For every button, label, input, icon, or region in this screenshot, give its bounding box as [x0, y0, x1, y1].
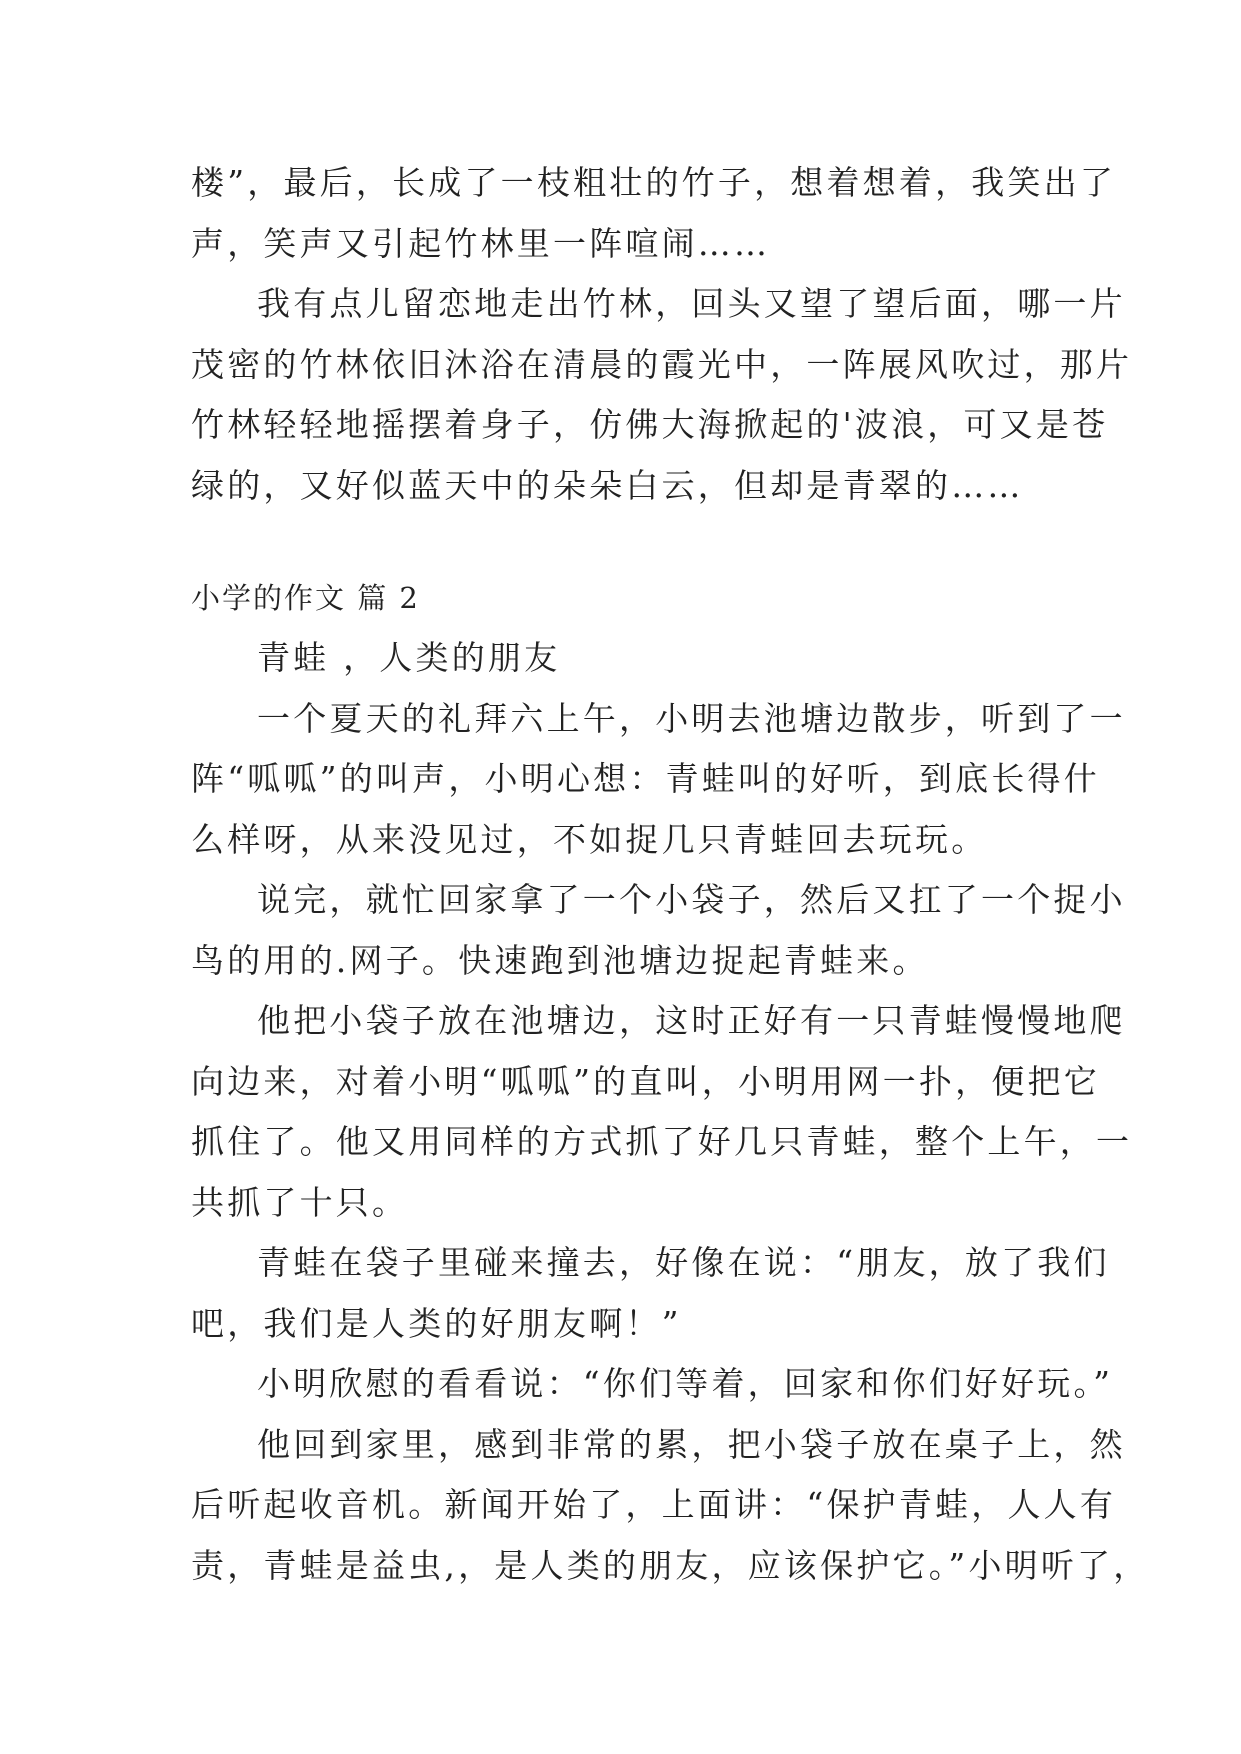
paragraph-line: 向边来，对着小明“呱呱”的直叫，小明用网一扑，便把它 — [191, 1062, 1100, 1101]
paragraph-line: 么样呀，从来没见过，不如捉几只青蛙回去玩玩。 — [191, 820, 988, 859]
paragraph-line: 共抓了十只。 — [191, 1183, 409, 1222]
paragraph-line: 绿的，又好似蓝天中的朵朵白云，但却是青翠的…… — [191, 466, 1024, 505]
paragraph-line: 后听起收音机。新闻开始了，上面讲：“保护青蛙，人人有 — [191, 1485, 1117, 1524]
paragraph-line: 竹林轻轻地摇摆着身子，仿佛大海掀起的'波浪，可又是苍 — [191, 405, 1109, 444]
paragraph-line: 他把小袋子放在池塘边，这时正好有一只青蛙慢慢地爬 — [257, 1001, 1126, 1040]
paragraph-line: 抓住了。他又用同样的方式抓了好几只青蛙，整个上午，一 — [191, 1122, 1133, 1161]
paragraph-line: 我有点儿留恋地走出竹林，回头又望了望后面，哪一片 — [257, 284, 1126, 323]
paragraph-line: 茂密的竹林依旧沐浴在清晨的霞光中，一阵展风吹过，那片 — [191, 345, 1133, 384]
paragraph-line: 声，笑声又引起竹林里一阵喧闹…… — [191, 224, 771, 263]
paragraph-line: 说完，就忙回家拿了一个小袋子，然后又扛了一个捉小 — [257, 880, 1126, 919]
paragraph-line: 青蛙在袋子里碰来撞去，好像在说：“朋友，放了我们 — [257, 1243, 1110, 1282]
paragraph-line: 鸟的用的.网子。快速跑到池塘边捉起青蛙来。 — [191, 941, 929, 980]
paragraph-line: 楼”，最后，长成了一枝粗壮的竹子，想着想着，我笑出了 — [191, 163, 1117, 202]
paragraph-line: 吧，我们是人类的好朋友啊！” — [191, 1304, 682, 1343]
article-title: 青蛙 ，人类的朋友 — [257, 638, 561, 677]
section-heading: 小学的作文 篇 2 — [191, 581, 420, 615]
paragraph-line: 他回到家里，感到非常的累，把小袋子放在桌子上，然 — [257, 1425, 1126, 1464]
paragraph-line: 一个夏天的礼拜六上午，小明去池塘边散步，听到了一 — [257, 699, 1126, 738]
paragraph-line: 责，青蛙是益虫,，是人类的朋友，应该保护它。”小明听了， — [191, 1546, 1150, 1585]
paragraph-line: 阵“呱呱”的叫声，小明心想：青蛙叫的好听，到底长得什 — [191, 759, 1100, 798]
paragraph-line: 小明欣慰的看看说：“你们等着，回家和你们好好玩。” — [257, 1364, 1114, 1403]
